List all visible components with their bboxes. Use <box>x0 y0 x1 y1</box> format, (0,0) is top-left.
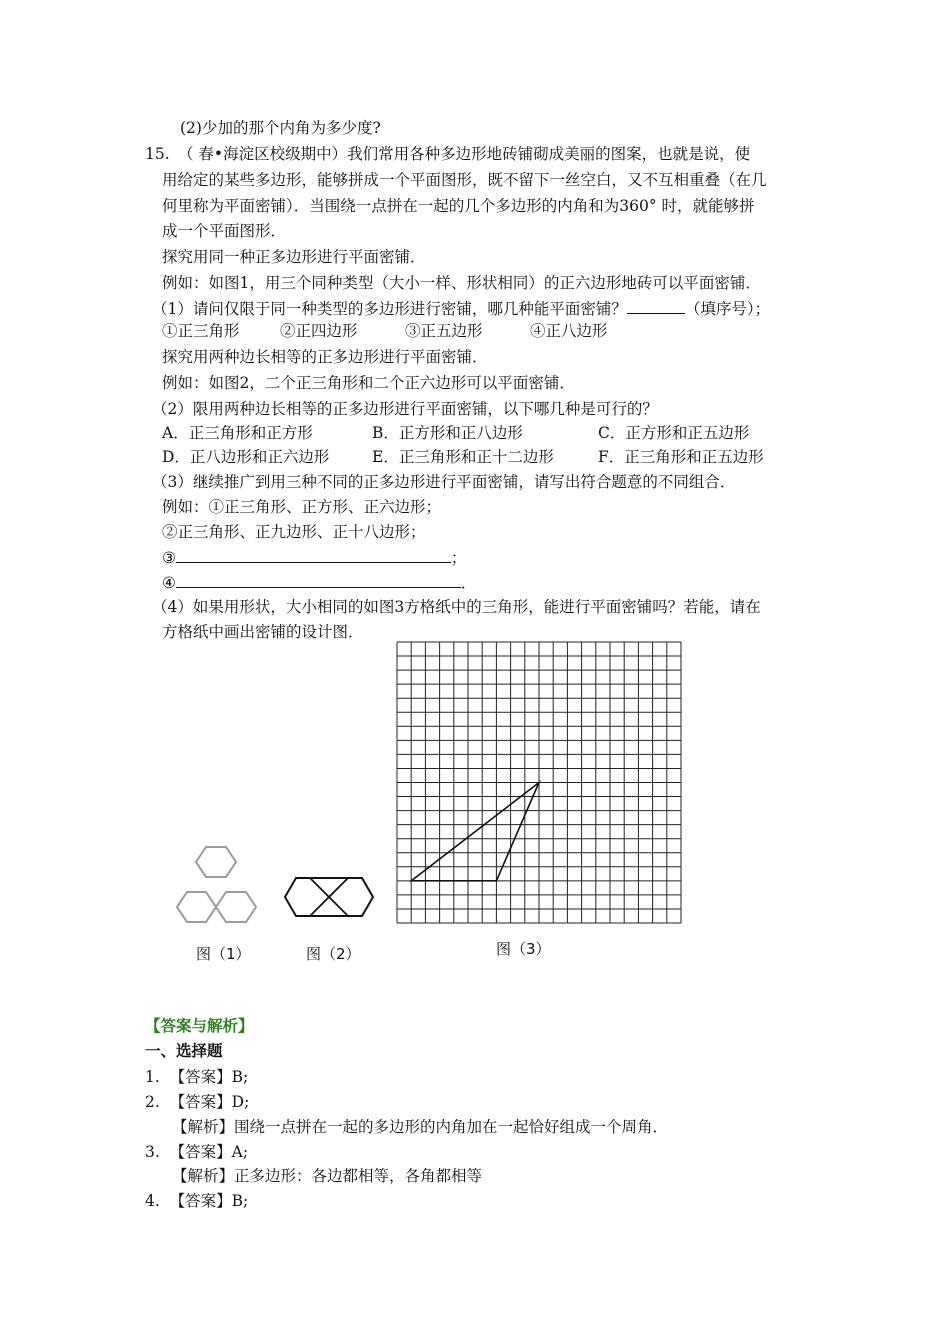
hexagon-bottom-left <box>177 892 216 922</box>
answer-number: 4. <box>145 1192 160 1210</box>
answer-item-4 <box>145 1190 248 1212</box>
part3-example2: ②正三角形、正九边形、正十八边形； <box>162 523 426 541</box>
answer-item-3 <box>145 1141 248 1163</box>
part2-option: B．正方形和正八边形 <box>372 424 523 442</box>
section-title: 一、选择题 <box>145 1041 223 1060</box>
q15-intro-line3: 何里称为平面密铺）．当围绕一点拼在一起的几个多边形的内角和为360° 时，就能够拼 <box>162 197 755 215</box>
hexagon-top <box>196 847 236 877</box>
q15-intro-line2: 用给定的某些多边形，能够拼成一个平面图形，既不留下一丝空白，又不互相重叠（在几 <box>162 171 767 189</box>
part1-option: ③正五边形 <box>405 322 483 340</box>
part1-option: ④正八边形 <box>530 322 608 340</box>
part3-blank3-line <box>162 546 466 569</box>
part3-question: （3）继续推广到用三种不同的正多边形进行平面密铺，请写出符合题意的不同组合． <box>152 473 736 491</box>
part3-blank3-label: ③ <box>162 549 176 567</box>
part2-option: E．正三角形和正十二边形 <box>372 448 554 466</box>
explore-two-polygons: 探究用两种边长相等的正多边形进行平面密铺． <box>162 348 488 366</box>
answer-item-1 <box>145 1066 248 1088</box>
analysis-3: 【解析】正多边形：各边都相等，各角都相等 <box>172 1167 483 1185</box>
q15-number: 15. <box>145 145 170 163</box>
figure1-label: 图（1） <box>196 945 251 963</box>
example-fig1: 例如：如图1，用三个同种类型（大小一样、形状相同）的正六边形地砖可以平面密铺． <box>162 274 761 292</box>
answer-number: 3. <box>145 1143 160 1161</box>
figure3-grid[interactable] <box>396 641 682 924</box>
part1-option: ①正三角形 <box>162 322 240 340</box>
analysis-2: 【解析】围绕一点拼在一起的多边形的内角加在一起恰好组成一个周角． <box>172 1118 669 1136</box>
part3-blank4[interactable] <box>176 571 461 588</box>
answer-text: 【答案】D; <box>169 1093 250 1111</box>
part1-tail: （填序号）； <box>684 300 771 318</box>
part4-question-line2: 方格纸中画出密铺的设计图． <box>162 623 364 641</box>
part3-blank4-label: ④ <box>162 574 176 592</box>
part1-text: （1）请问仅限于同一种类型的多边形进行密铺，哪几种能平面密铺？ <box>152 300 627 318</box>
part1-option: ②正四边形 <box>280 322 358 340</box>
part4-question-line1: （4）如果用形状，大小相同的如图3方格纸中的三角形，能进行平面密铺吗？若能，请在 <box>152 598 761 616</box>
answer-number: 1. <box>145 1068 160 1086</box>
example-fig2: 例如：如图2，二个正三角形和二个正六边形可以平面密铺． <box>162 374 575 392</box>
hexagon-bottom-right <box>216 892 256 922</box>
q15-intro-line4: 成一个平面图形． <box>162 222 287 240</box>
figure2-label: 图（2） <box>306 945 361 963</box>
grid-triangle <box>411 783 539 881</box>
part2-option: A．正三角形和正方形 <box>162 424 313 442</box>
figure3-label: 图（3） <box>496 940 551 958</box>
answer-text: 【答案】A; <box>169 1143 249 1161</box>
part3-blank3-end: ； <box>450 549 467 567</box>
answer-text: 【答案】B; <box>169 1192 249 1210</box>
answer-number: 2. <box>145 1093 160 1111</box>
figure2-hexagons-triangles <box>282 875 378 923</box>
q15-intro-line1: （ 春•海淀区校级期中）我们常用各种多边形地砖铺砌成美丽的图案，也就是说，使 <box>178 145 751 163</box>
q14-sub2: (2)少加的那个内角为多少度? <box>180 119 381 137</box>
part2-option: F．正三角形和正五边形 <box>598 448 764 466</box>
part1-question <box>152 297 770 320</box>
figure1-hexagons <box>175 845 265 930</box>
part1-answer-blank[interactable] <box>627 297 685 314</box>
answer-item-2 <box>145 1091 249 1113</box>
part2-option: D．正八边形和正六边形 <box>162 448 330 466</box>
part2-question: （2）限用两种边长相等的正多边形进行平面密铺，以下哪几种是可行的？ <box>152 400 658 418</box>
part3-blank4-end: ． <box>460 574 477 592</box>
part3-example1: 例如：①正三角形、正方形、正六边形； <box>162 498 442 516</box>
explore-same-polygon: 探究用同一种正多边形进行平面密铺． <box>162 248 426 266</box>
part3-blank3[interactable] <box>176 546 451 563</box>
part2-option: C．正方形和正五边形 <box>598 424 750 442</box>
answer-text: 【答案】B; <box>169 1068 249 1086</box>
answers-header: 【答案与解析】 <box>145 1016 254 1035</box>
part3-blank4-line <box>162 571 476 594</box>
